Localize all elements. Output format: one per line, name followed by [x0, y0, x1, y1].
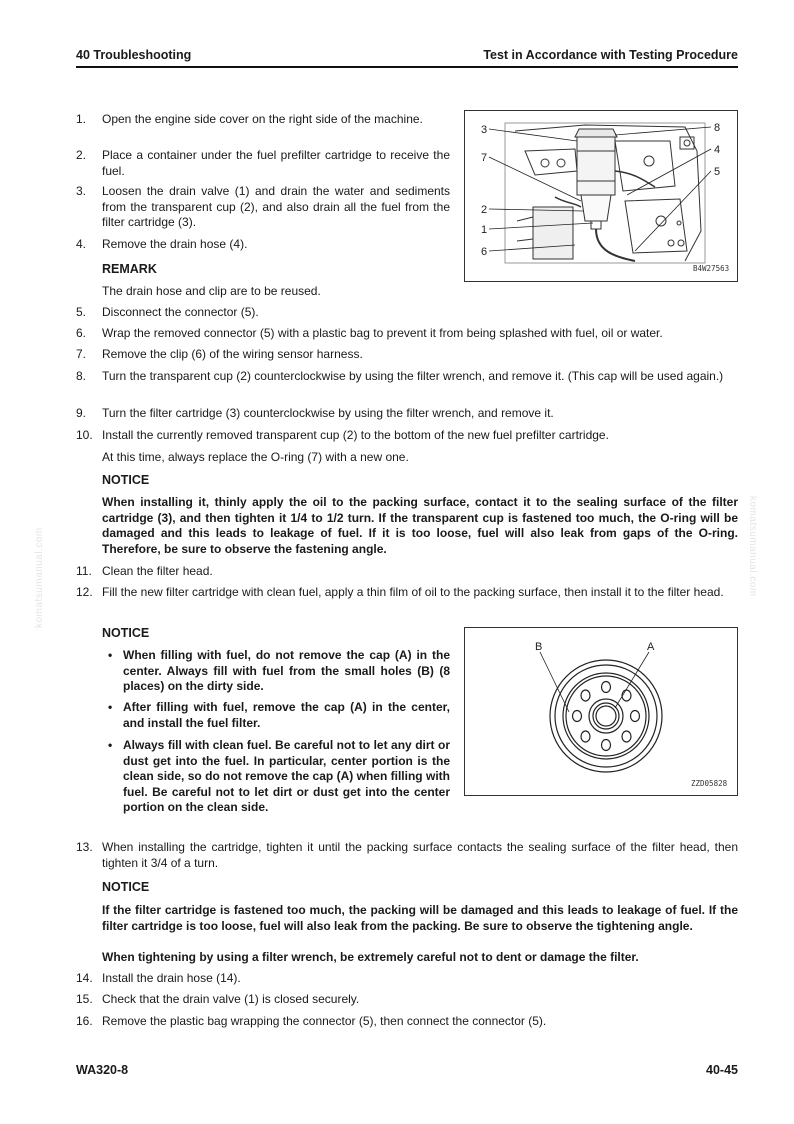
step-number: 9. — [76, 406, 87, 420]
step-number: 2. — [76, 148, 87, 162]
notice-bullet — [108, 738, 450, 834]
step-number: 7. — [76, 347, 87, 361]
step-13 — [76, 840, 738, 872]
engine-filter-figure — [464, 110, 738, 282]
step-text: Install the drain hose (14). — [102, 971, 241, 985]
step-number: 11. — [76, 564, 92, 578]
step-4 — [76, 237, 450, 253]
callout-8: 8 — [714, 122, 721, 134]
step-text: Turn the transparent cup (2) counterclockwise by using the filter wrench, and remove it. (This cap will be used again.) — [102, 369, 724, 383]
step-number: 12. — [76, 585, 93, 599]
bullet-dot: • — [108, 648, 113, 662]
step-text: Disconnect the connector (5). — [102, 305, 259, 319]
step-number: 14. — [76, 971, 93, 985]
step-16 — [76, 1014, 738, 1030]
step-text: Check that the drain valve (1) is closed securely. — [102, 992, 360, 1006]
step-6 — [76, 326, 738, 342]
page-number: 40-45 — [706, 1063, 738, 1077]
figure-code: ZZD05828 — [691, 779, 728, 788]
step-10 — [76, 428, 738, 444]
step-number: 4. — [76, 237, 87, 251]
filter-top-view-figure — [464, 627, 738, 796]
watermark-right: komatsumanual.com — [747, 496, 758, 597]
step-text: Remove the drain hose (4). — [102, 237, 248, 251]
step-number: 3. — [76, 184, 87, 198]
label-b: B — [535, 641, 543, 653]
notice-text: When installing it, thinly apply the oil to the packing surface, contact it to the sealing surface of the filter cartridge (3), and then tighten it 1/4 to 1/2 turn. If the transparent cup is fastened too much, the O-ring will be damaged and this leads to leakage of fuel. If it is too loose, fuel will also leak from gaps of the O-ring. Therefore, be sure to observe the fastening angle. — [102, 495, 738, 556]
step-text: Loosen the drain valve (1) and drain the water and sediments from the transparent cup (2), and also drain all the fuel from the filter cartridge (3). — [102, 184, 450, 229]
notice-bullet — [108, 700, 450, 732]
page-header — [76, 48, 738, 68]
notice-text-2: When tightening by using a filter wrench, be extremely careful not to dent or damage the filter. — [102, 950, 639, 964]
step-number: 13. — [76, 840, 93, 854]
step-7 — [76, 347, 738, 363]
step-text: Install the currently removed transparent cup (2) to the bottom of the new fuel prefilter cartridge. — [102, 428, 609, 442]
bullet-dot: • — [108, 738, 113, 752]
step-number: 1. — [76, 112, 87, 126]
step-8 — [76, 369, 738, 401]
bullet-text: After filling with fuel, remove the cap (A) in the center, and install the fuel filter. — [123, 700, 450, 730]
step-number: 15. — [76, 992, 93, 1006]
step-text: Remove the plastic bag wrapping the connector (5), then connect the connector (5). — [102, 1014, 547, 1028]
step-text: Remove the clip (6) of the wiring sensor harness. — [102, 347, 363, 361]
callout-2: 2 — [481, 204, 488, 216]
step-3 — [76, 184, 450, 232]
callout-7: 7 — [481, 152, 488, 164]
step-11 — [76, 564, 738, 580]
callout-1: 1 — [481, 224, 488, 236]
bullet-dot: • — [108, 700, 113, 714]
label-a: A — [647, 641, 655, 653]
filter-top-view-illustration — [465, 628, 737, 795]
step-10-note: At this time, always replace the O-ring (7) with a new one. — [102, 450, 409, 464]
step-number: 8. — [76, 369, 87, 383]
callout-5: 5 — [714, 166, 721, 178]
step-text: Open the engine side cover on the right side of the machine. — [102, 112, 423, 126]
callout-3: 3 — [481, 124, 488, 136]
notice-text: If the filter cartridge is fastened too much, the packing will be damaged and this leads to leakage of fuel. If the filter cartridge is too loose, fuel will also leak from the packing. Be sure to observe the tightening angle. — [102, 903, 738, 933]
callout-6: 6 — [481, 246, 488, 258]
watermark-left: komatsumanual.com — [34, 527, 45, 628]
step-1 — [76, 112, 450, 144]
step-text: Clean the filter head. — [102, 564, 213, 578]
step-15 — [76, 992, 738, 1008]
step-number: 16. — [76, 1014, 93, 1028]
notice-heading: NOTICE — [102, 473, 150, 487]
step-14 — [76, 971, 738, 987]
remark-text: The drain hose and clip are to be reused. — [102, 284, 321, 298]
callout-4: 4 — [714, 144, 721, 156]
bullet-text: When filling with fuel, do not remove the cap (A) in the center. Always fill with fuel from the small holes (B) (8 places) on the dirty side. — [123, 648, 450, 693]
step-5 — [76, 305, 738, 321]
step-number: 6. — [76, 326, 87, 340]
notice-heading: NOTICE — [102, 880, 150, 894]
notice-heading: NOTICE — [102, 626, 150, 640]
step-2 — [76, 148, 450, 180]
step-number: 5. — [76, 305, 87, 319]
model-number: WA320-8 — [76, 1063, 129, 1077]
step-text: Wrap the removed connector (5) with a plastic bag to prevent it from being splashed with fuel, oil or water. — [102, 326, 663, 340]
engine-filter-illustration — [465, 111, 737, 281]
step-text: Place a container under the fuel prefilter cartridge to receive the fuel. — [102, 148, 450, 178]
bullet-text: Always fill with clean fuel. Be careful not to let any dirt or dust get into the fuel. In particular, center portion is the clean side, so do not remove the cap (A) when filling with fuel. Be careful not to let dirt or dust get into the center portion on the clean side. — [123, 738, 450, 814]
step-text: When installing the cartridge, tighten it until the packing surface contacts the sealing surface of the filter head, then tighten it 3/4 of a turn. — [102, 840, 738, 870]
notice-bullet — [108, 648, 450, 696]
procedure-title: Test in Accordance with Testing Procedure — [483, 48, 738, 62]
step-9 — [76, 406, 738, 422]
remark-heading: REMARK — [102, 262, 157, 276]
step-text: Fill the new filter cartridge with clean fuel, apply a thin film of oil to the packing surface, then install it to the filter head. — [102, 585, 724, 599]
step-number: 10. — [76, 428, 93, 442]
step-12 — [76, 585, 738, 617]
figure-code: B4W27563 — [693, 264, 730, 273]
section-title: 40 Troubleshooting — [76, 48, 192, 62]
step-text: Turn the filter cartridge (3) counterclockwise by using the filter wrench, and remove it. — [102, 406, 554, 420]
